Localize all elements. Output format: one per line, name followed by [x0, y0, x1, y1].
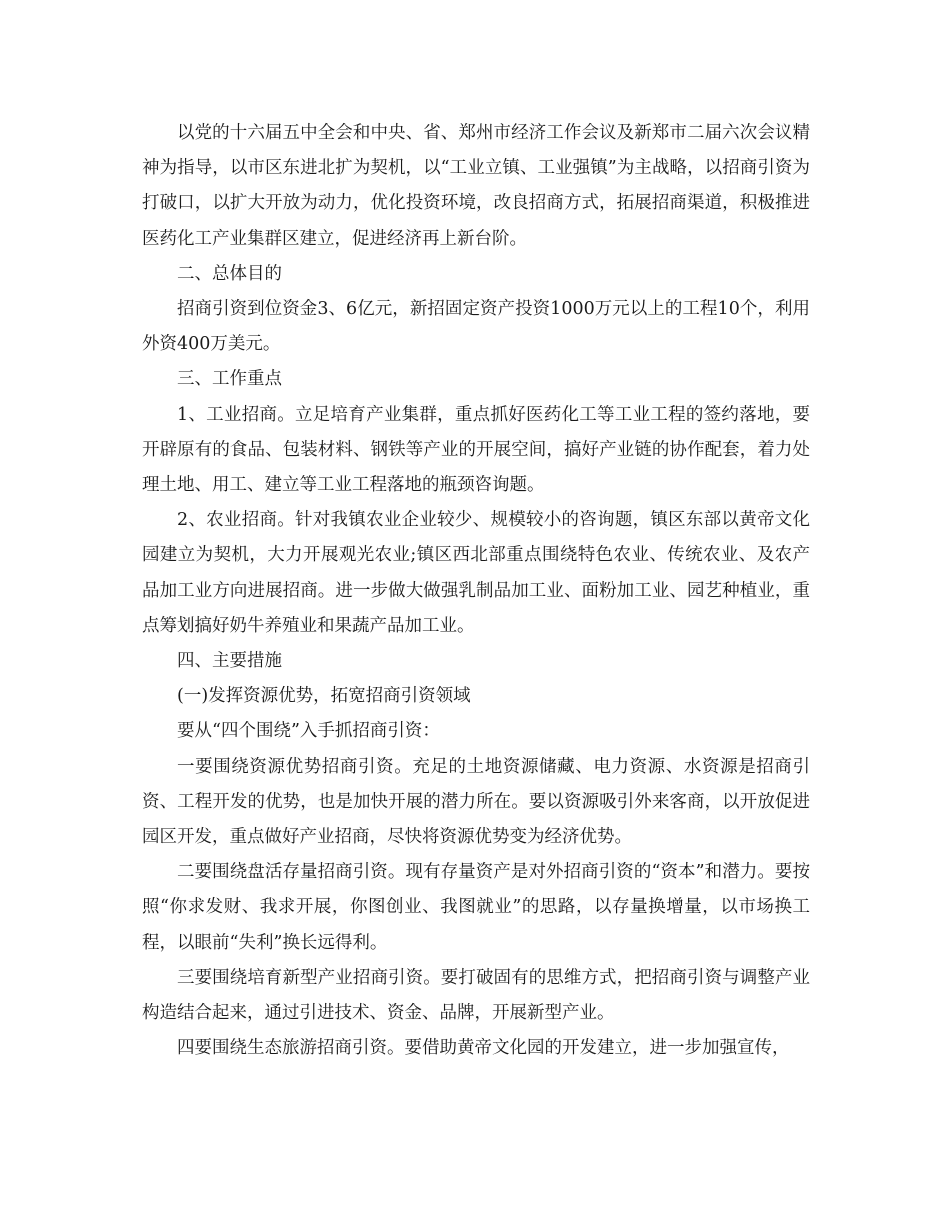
- paragraph-focus-existing-assets: 二要围绕盘活存量招商引资。现有存量资产是对外招商引资的“资本”和潜力。要按照“你求发财、我求开展，你图创业、我图就业”的思路，以存量换增量，以市场换工程，以眼前“失利”换长远得利。: [142, 862, 810, 953]
- document-body: [142, 116, 810, 1066]
- paragraph-goal-targets: 招商引资到位资金3、6亿元，新招固定资产投资1000万元以上的工程10个，利用外资400万美元。: [142, 299, 810, 355]
- section-heading-overall-goal: 二、总体目的: [177, 263, 282, 284]
- paragraph-focus-resources: 一要围绕资源优势招商引资。充足的土地资源储藏、电力资源、水资源是招商引资、工程开发的优势，也是加快开展的潜力所在。要以资源吸引外来客商，以开放促进园区开发，重点做好产业招商，尽快将资源优势变为经济优势。: [142, 756, 810, 848]
- paragraph-industrial-investment: 1、工业招商。立足培育产业集群，重点抓好医药化工等工业工程的签约落地，要开辟原有的食品、包装材料、钢铁等产业的开展空间，搞好产业链的协作配套，着力处理土地、用工、建立等工业工程落地的瓶颈咨询题。: [142, 404, 810, 496]
- paragraph-four-focuses-intro: 要从“四个围绕”入手抓招商引资：: [177, 721, 440, 742]
- section-heading-work-focus: 三、工作重点: [177, 369, 282, 390]
- paragraph-focus-new-industries: 三要围绕培育新型产业招商引资。要打破固有的思维方式，把招商引资与调整产业构造结合起来，通过引进技术、资金、品牌，开展新型产业。: [142, 967, 810, 1024]
- subheading-resource-advantage: (一)发挥资源优势，拓宽招商引资领域: [177, 686, 471, 707]
- paragraph-guiding-principle: 以党的十六届五中全会和中央、省、郑州市经济工作会议及新郑市二届六次会议精神为指导，以市区东进北扩为契机，以“工业立镇、工业强镇”为主战略，以招商引资为打破口，以扩大开放为动力，优化投资环境，改良招商方式，拓展招商渠道，积极推进医药化工产业集群区建立，促进经济再上新台阶。: [142, 123, 810, 249]
- paragraph-agricultural-investment: 2、农业招商。针对我镇农业企业较少、规模较小的咨询题，镇区东部以黄帝文化园建立为契机，大力开展观光农业;镇区西北部重点围绕特色农业、传统农业、及农产品加工业方向进展招商。进一步做大做强乳制品加工业、面粉加工业、园艺种植业，重点筹划搞好奶牛养殖业和果蔬产品加工业。: [142, 510, 810, 636]
- section-heading-main-measures: 四、主要措施: [177, 651, 282, 672]
- paragraph-focus-eco-tourism: 四要围绕生态旅游招商引资。要借助黄帝文化园的开发建立，进一步加强宣传，: [177, 1038, 790, 1059]
